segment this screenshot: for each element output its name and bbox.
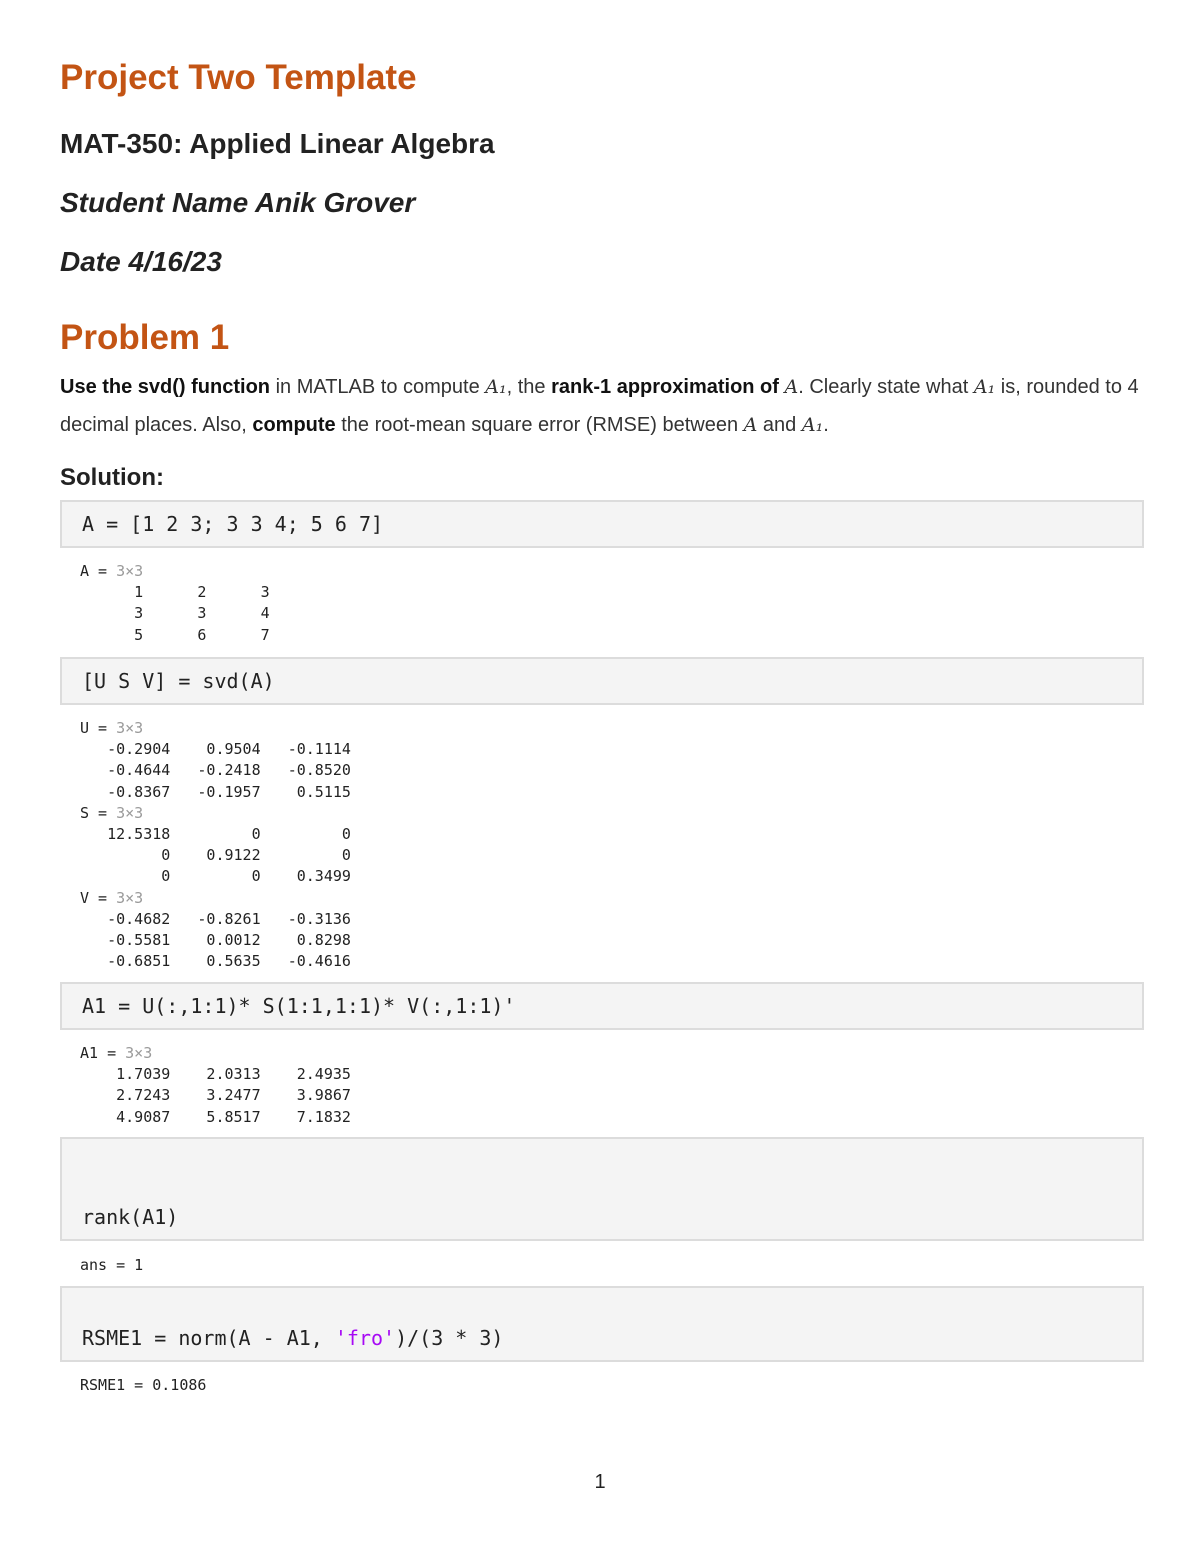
problem-heading: Problem 1 bbox=[60, 318, 230, 357]
var-label: A1 = bbox=[80, 1044, 126, 1062]
dims-label: 3×3 bbox=[116, 562, 144, 580]
var-label: S = bbox=[80, 803, 117, 822]
var-label: A = bbox=[80, 562, 117, 580]
matrix-values: 12.5318 0 0 0 0.9122 0 0 0 0.3499 bbox=[107, 825, 351, 886]
page-number: 1 bbox=[594, 1471, 606, 1493]
string-literal: 'fro' bbox=[334, 1326, 396, 1350]
output-a bbox=[80, 561, 270, 646]
matrix-values: -0.4682 -0.8261 -0.3136 -0.5581 0.0012 0.8298 -0.6851 0.5635 -0.4616 bbox=[107, 909, 351, 971]
math-a1: A₁ bbox=[485, 376, 507, 398]
prompt-bold-compute: compute bbox=[252, 414, 336, 436]
math-a: A bbox=[784, 376, 799, 398]
var-label: V = bbox=[80, 888, 117, 907]
matrix-values: 1 2 3 3 3 4 5 6 7 bbox=[134, 583, 270, 644]
code-text: RSME1 = norm(A - A1, bbox=[82, 1326, 335, 1350]
code-text: A = [1 2 3; 3 3 4; 5 6 7] bbox=[82, 512, 384, 536]
math-a1: A₁ bbox=[801, 414, 824, 436]
math-a1: A₁ bbox=[973, 376, 996, 398]
prompt-text: the root-mean square error (RMSE) between bbox=[335, 414, 744, 436]
code-cell-rmse[interactable] bbox=[60, 1286, 1144, 1362]
matrix-values: -0.2904 0.9504 -0.1114 -0.4644 -0.2418 -0.8520 -0.8367 -0.1957 0.5115 bbox=[107, 740, 351, 801]
dims-label: 3×3 bbox=[116, 803, 144, 822]
code-text: )/(3 * 3) bbox=[395, 1326, 504, 1350]
dims-label: 3×3 bbox=[116, 888, 144, 907]
document-title: Project Two Template bbox=[60, 58, 417, 97]
output-rmse bbox=[80, 1375, 206, 1396]
prompt-bold-svd: Use the svd() function bbox=[60, 376, 271, 398]
prompt-text: . Clearly state what bbox=[798, 376, 974, 398]
course-name: MAT-350: Applied Linear Algebra bbox=[60, 128, 495, 159]
matrix-values: 1.7039 2.0313 2.4935 2.7243 3.2477 3.9867 4.9087 5.8517 7.1832 bbox=[116, 1065, 351, 1126]
ans-value: ans = 1 bbox=[80, 1256, 144, 1274]
code-cell-rank[interactable] bbox=[60, 1137, 1144, 1241]
solution-label: Solution: bbox=[60, 464, 164, 491]
rmse-value: RSME1 = 0.1086 bbox=[80, 1376, 207, 1394]
output-usv bbox=[80, 718, 351, 972]
prompt-text: is, rounded to 4 decimal places. Also, bbox=[60, 376, 1139, 436]
output-a1 bbox=[80, 1043, 351, 1128]
student-name: Student Name Anik Grover bbox=[60, 187, 416, 218]
code-cell-svd[interactable] bbox=[60, 657, 1144, 705]
output-ans bbox=[80, 1255, 143, 1276]
prompt-text: and bbox=[757, 414, 802, 436]
code-text: rank(A1) bbox=[82, 1205, 179, 1229]
prompt-bold-rank1: rank-1 approximation of bbox=[551, 376, 785, 398]
code-text: A1 = U(:,1:1)* S(1:1,1:1)* V(:,1:1)' bbox=[82, 994, 516, 1018]
math-a: A bbox=[743, 414, 758, 436]
dims-label: 3×3 bbox=[125, 1044, 153, 1062]
code-text: [U S V] = svd(A) bbox=[82, 669, 275, 693]
prompt-text: in MATLAB to compute bbox=[270, 376, 486, 398]
code-cell-define-a[interactable] bbox=[60, 500, 1144, 548]
prompt-text: . bbox=[823, 414, 829, 436]
prompt-text: , the bbox=[506, 376, 552, 398]
problem-prompt bbox=[60, 368, 1148, 444]
code-cell-rank1[interactable] bbox=[60, 982, 1144, 1030]
date-line: Date 4/16/23 bbox=[60, 246, 222, 277]
dims-label: 3×3 bbox=[116, 719, 144, 737]
var-label: U = bbox=[80, 719, 117, 737]
